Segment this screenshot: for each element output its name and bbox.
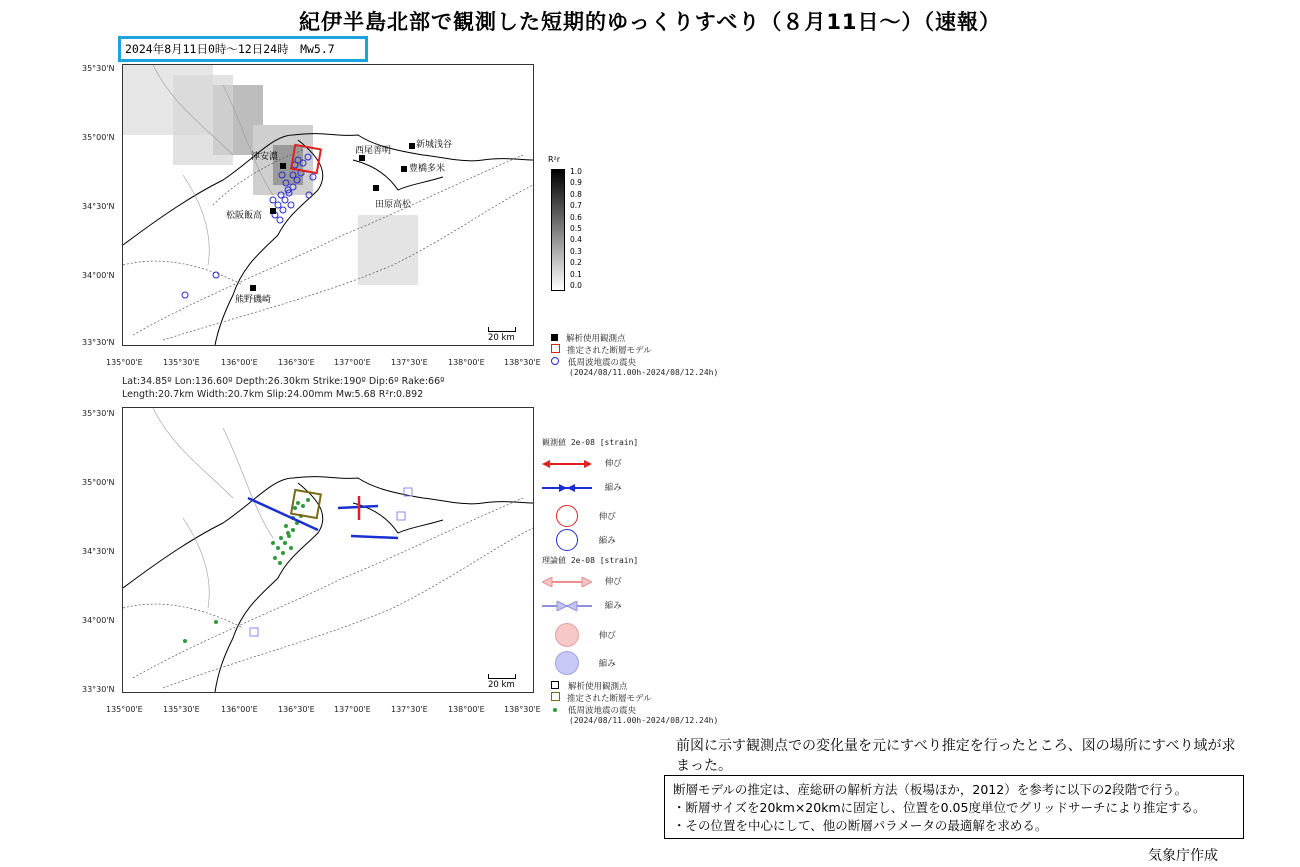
fault-marker-icon (551, 344, 560, 353)
legend-period: (2024/08/11.00h-2024/08/12.24h) (569, 716, 719, 725)
colorbar-tick: 0.6 (570, 212, 582, 222)
top-map-canvas (123, 65, 533, 345)
lat-label: 34°30'N (82, 202, 115, 211)
scale-bar-top (488, 327, 516, 343)
colorbar-tick: 0.3 (570, 246, 582, 256)
legend-extension: 伸び (598, 630, 616, 641)
colorbar-tick: 0.5 (570, 224, 582, 234)
lon-label: 135°30'E (163, 705, 200, 714)
colorbar-tick: 0.9 (570, 178, 582, 188)
scale-label: 20 km (488, 333, 515, 343)
period-label: 2024年8月11日0時～12日24時 Mw5.7 (118, 36, 368, 62)
colorbar-tick: 0.2 (570, 258, 582, 268)
lat-label: 35°30'N (82, 409, 115, 418)
station-marker-icon (551, 334, 558, 341)
legend-compression: 縮み (598, 658, 616, 669)
lon-label: 138°00'E (448, 705, 485, 714)
tremor-markers-top (182, 154, 316, 298)
obs-compression-icon (542, 483, 592, 493)
fault-model-bottom (291, 490, 321, 518)
tremor-markers-bottom (183, 498, 310, 643)
lon-label: 136°30'E (278, 705, 315, 714)
lat-label: 33°30'N (82, 338, 115, 347)
colorbar-tick: 0.7 (570, 201, 582, 211)
colorbar-tick: 0.0 (570, 281, 582, 291)
lon-label: 138°30'E (504, 358, 541, 367)
legend-extension: 伸び (604, 577, 622, 587)
lon-label: 136°30'E (278, 358, 315, 367)
legend-fault: 推定された断層モデル (567, 694, 652, 704)
theory-header: 理論値 2e-08 [strain] (542, 556, 639, 565)
legend-extension: 伸び (604, 459, 622, 469)
lat-label: 34°30'N (82, 547, 115, 556)
tremor-marker-icon (551, 357, 559, 365)
colorbar-ticks (570, 166, 582, 291)
credit: 気象庁作成 (1148, 848, 1218, 864)
fault-marker-icon (551, 692, 560, 701)
legend-station: 解析使用観測点 (568, 682, 628, 692)
legend-top (551, 332, 718, 380)
colorbar-tick: 1.0 (570, 167, 582, 176)
lat-label: 35°30'N (82, 64, 115, 73)
theory-compression-icon (542, 601, 592, 611)
legend-period: (2024/08/11.00h-2024/08/12.24h) (569, 368, 719, 377)
station-marker-icon (551, 681, 559, 689)
legend-tremor: 低周波地震の震央 (568, 706, 637, 716)
lat-label: 35°00'N (82, 133, 115, 142)
obs-header: 観測値 2e-08 [strain] (542, 438, 639, 447)
legend-compression: 縮み (604, 483, 622, 493)
colorbar-tick: 0.1 (570, 269, 582, 279)
legend-compression: 縮み (598, 535, 616, 546)
lon-label: 137°30'E (391, 705, 428, 714)
legend-extension: 伸び (598, 511, 616, 522)
colorbar-tick: 0.4 (570, 235, 582, 245)
method-box (664, 775, 1244, 839)
station-label-shinshiro: 新城浅谷 (416, 140, 453, 150)
legend-bottom (551, 680, 718, 728)
scale-bar-bottom (488, 674, 516, 690)
lon-label: 135°00'E (106, 358, 143, 367)
theory-compression-circle-icon (555, 651, 579, 675)
station-label-matsusaka: 松阪飯高 (226, 211, 263, 221)
lat-label: 34°00'N (82, 616, 115, 625)
method-line: 断層モデルの推定は、産総研の解析方法（板場ほか，2012）を参考に以下の2段階で行う。 (673, 782, 1188, 797)
legend-fault: 推定された断層モデル (567, 346, 652, 356)
fault-params-line1: Lat:34.85º Lon:136.60º Depth:26.30km Strike:190º Dip:6º Rake:66º (122, 376, 445, 387)
top-map (122, 64, 534, 346)
legend-tremor: 低周波地震の震央 (568, 358, 637, 368)
obs-compression-circle-icon (556, 529, 578, 551)
lon-label: 135°00'E (106, 705, 143, 714)
colorbar-title: R²r (548, 155, 561, 164)
station-label-toyohashi: 豊橋多米 (409, 164, 446, 174)
station-label-nishio: 西尾善明 (355, 146, 392, 156)
bottom-map (122, 407, 534, 693)
legend-strain (542, 437, 638, 679)
tremor-marker-icon (553, 708, 557, 712)
lon-label: 136°00'E (221, 705, 258, 714)
station-label-tahara: 田原高松 (375, 200, 412, 210)
description: 前図に示す観測点での変化量を元にすべり推定を行ったところ、図の場所にすべり域が求まった。 (676, 738, 1236, 774)
obs-extension-icon (542, 459, 592, 469)
method-line: ・断層サイズを20km×20kmに固定し、位置を0.05度単位でグリッドサーチにより推定する。 (673, 800, 1206, 815)
colorbar (551, 169, 565, 291)
lon-label: 137°00'E (334, 358, 371, 367)
theory-extension-icon (542, 577, 592, 587)
station-label-kumano: 熊野磯崎 (235, 295, 272, 305)
bottom-map-canvas (123, 408, 533, 692)
lon-label: 138°00'E (448, 358, 485, 367)
lon-label: 138°30'E (504, 705, 541, 714)
fault-params-line2: Length:20.7km Width:20.7km Slip:24.00mm Mw:5.68 R²r:0.892 (122, 389, 424, 400)
legend-compression: 縮み (604, 601, 622, 611)
lon-label: 135°30'E (163, 358, 200, 367)
legend-station: 解析使用観測点 (566, 334, 626, 344)
theory-extension-circle-icon (555, 623, 579, 647)
lon-label: 136°00'E (221, 358, 258, 367)
obs-extension-circle-icon (556, 505, 578, 527)
page-title: 紀伊半島北部で観測した短期的ゆっくりすべり（８月11日～）（速報） (298, 10, 1002, 34)
method-line: ・その位置を中心にして、他の断層パラメータの最適解を求める。 (673, 818, 1048, 833)
lat-label: 34°00'N (82, 271, 115, 280)
lat-label: 33°30'N (82, 685, 115, 694)
colorbar-tick: 0.8 (570, 189, 582, 199)
scale-label: 20 km (488, 680, 515, 690)
lat-label: 35°00'N (82, 478, 115, 487)
station-label-tsuan: 津安濃 (251, 152, 279, 162)
lon-label: 137°30'E (391, 358, 428, 367)
lon-label: 137°00'E (334, 705, 371, 714)
